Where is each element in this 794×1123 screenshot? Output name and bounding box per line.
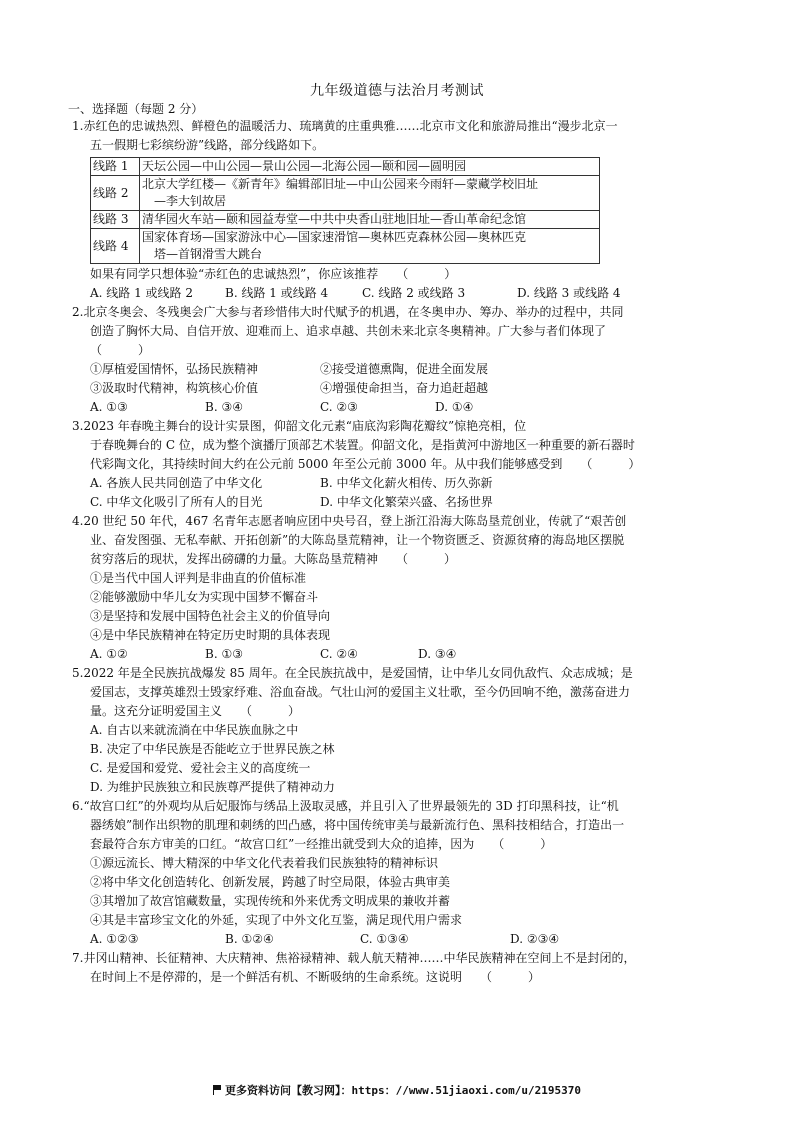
route-stops-line: 国家体育场—国家游泳中心—国家速滑馆—奥林匹克森林公园—奥林匹克 — [142, 230, 527, 244]
route-name: 线路 1 — [91, 158, 140, 176]
options-row — [72, 474, 732, 493]
table-row — [91, 229, 600, 264]
statements-row — [72, 379, 732, 398]
statement-1: ①源远流长、博大精深的中华文化代表着我们民族独特的精神标识 — [90, 856, 439, 870]
option-d: D. ③④ — [418, 647, 457, 661]
statement-4: ④增强使命担当，奋力追赶超越 — [320, 381, 489, 395]
question-stem: 爱国志，支撑英雄烈士毁家纾难、浴血奋战。气壮山河的爱国主义壮歌，至今仍回响不绝，激荡奋进力 — [90, 685, 631, 699]
option-b: B. 线路 1 或线路 4 — [225, 286, 329, 300]
option-a: A. ①③ — [90, 400, 128, 414]
statement-3: ③其增加了故宫馆藏数量，实现传统和外来优秀文明成果的兼收并蓄 — [90, 894, 451, 908]
table-row — [91, 158, 600, 176]
statement-3: ③是坚持和发展中国特色社会主义的价值导向 — [90, 609, 331, 623]
option-a: A. 线路 1 或线路 2 — [90, 286, 194, 300]
option-b: B. ①③ — [205, 647, 243, 661]
answer-blank: （ ） — [90, 343, 151, 357]
route-stops — [140, 211, 600, 229]
route-stops-line: 天坛公园—中山公园—景山公园—北海公园—颐和园—圆明园 — [142, 159, 467, 173]
options-row — [72, 284, 732, 303]
question-stem: 创造了胸怀大局、自信开放、迎难而上、追求卓越、共创未来北京冬奥精神。广大参与者们体现了 — [90, 324, 607, 338]
option-d: D. 中华文化繁荣兴盛、名扬世界 — [320, 495, 493, 509]
question-6 — [72, 797, 732, 949]
page-title: 九年级道德与法治月考测试 — [310, 83, 484, 99]
statements-row — [72, 360, 732, 379]
question-stem: 于春晚舞台的 C 位，成为整个演播厅顶部艺术装置。仰韶文化，是指黄河中游地区一种重要的新石器时 — [90, 438, 635, 452]
option-c: C. 是爱国和爱党、爱社会主义的高度统一 — [90, 761, 311, 775]
question-stem: 业、奋发图强、无私奉献、开拓创新”的大陈岛垦荒精神，让一个物资匮乏、资源贫瘠的海岛地区摆脱 — [90, 533, 625, 547]
question-stem: 1.赤红色的忠诚热烈、鲜橙色的温暖活力、琉璃黄的庄重典雅……北京市文化和旅游局推出“漫步北京一 — [72, 119, 618, 133]
statement-1: ①是当代中国人评判是非曲直的价值标准 — [90, 571, 307, 585]
question-stem: 套最符合东方审美的口红。“故宫口红”一经推出就受到大众的追捧，因为 （ ） — [90, 837, 553, 851]
options-row — [72, 493, 732, 512]
option-c: C. ②③ — [320, 400, 358, 414]
question-1 — [72, 117, 732, 303]
option-d: D. ②③④ — [510, 932, 560, 946]
question-stem: 3.2023 年春晚主舞台的设计实景图，仰韶文化元素“庙底沟彩陶花瓣纹”惊艳亮相，位 — [72, 419, 527, 433]
question-stem: 器绣娘”制作出织物的肌理和刺绣的凹凸感，将中国传统审美与最新流行色、黑科技相结合，打造出一 — [90, 818, 625, 832]
section-heading: 一、选择题（每题 2 分） — [68, 102, 204, 116]
question-4 — [72, 512, 732, 664]
option-c: C. ②④ — [320, 647, 358, 661]
statement-3: ③汲取时代精神，构筑核心价值 — [90, 381, 259, 395]
options-row — [72, 930, 732, 949]
question-stem: 在时间上不是停滞的，是一个鲜活有机、不断吸纳的生命系统。这说明 （ ） — [90, 970, 541, 984]
table-row — [91, 211, 600, 229]
question-2 — [72, 303, 732, 417]
statement-4: ④是中华民族精神在特定历史时期的具体表现 — [90, 628, 331, 642]
question-stem: 贫穷落后的现状，发挥出磅礴的力量。大陈岛垦荒精神 （ ） — [90, 552, 457, 566]
question-stem: 4.20 世纪 50 年代，467 名青年志愿者响应团中央号召，登上浙江沿海大陈岛垦荒创业，传就了“艰苦创 — [72, 514, 627, 528]
options-row — [72, 645, 732, 664]
flag-icon — [213, 1085, 222, 1095]
option-a: A. ①② — [90, 647, 128, 661]
route-stops-line: 塔—首钢滑雪大跳台 — [154, 247, 263, 261]
route-stops-line: —李大钊故居 — [154, 194, 227, 208]
question-stem: 五一假期七彩缤纷游”线路，部分线路如下。 — [90, 138, 325, 152]
route-stops — [140, 176, 600, 211]
option-a: A. 各族人民共同创造了中华文化 — [90, 476, 263, 490]
option-d: D. 为维护民族独立和民族尊严提供了精神动力 — [90, 780, 335, 794]
question-5 — [72, 664, 732, 797]
question-stem: 2.北京冬奥会、冬残奥会广大参与者珍惜伟大时代赋予的机遇，在冬奥申办、筹办、举办的过程中，共同 — [72, 305, 624, 319]
footer-text[interactable]: 更多资料访问【教习网】：https：//www.51jiaoxi.com/u/2195370 — [224, 1084, 582, 1097]
question-stem: 代彩陶文化，其持续时间大约在公元前 5000 年至公元前 3000 年。从中我们能够感受到 （ ） — [90, 457, 641, 471]
statement-2: ②能够激励中华儿女为实现中国梦不懈奋斗 — [90, 590, 319, 604]
statement-2: ②接受道德熏陶，促进全面发展 — [320, 362, 489, 376]
route-name: 线路 3 — [91, 211, 140, 229]
option-d: D. 线路 3 或线路 4 — [517, 286, 621, 300]
route-name: 线路 2 — [91, 176, 140, 211]
question-stem: 5.2022 年是全民族抗战爆发 85 周年。在全民族抗战中，是爱国情，让中华儿女同仇敌忾、众志成城；是 — [72, 666, 633, 680]
routes-table — [90, 157, 600, 264]
options-row — [72, 398, 732, 417]
route-stops — [140, 158, 600, 176]
statement-2: ②将中华文化创造转化、创新发展，跨越了时空局限，体验古典审美 — [90, 875, 451, 889]
question-list — [72, 117, 732, 987]
option-d: D. ①④ — [435, 400, 474, 414]
option-c: C. 线路 2 或线路 3 — [362, 286, 466, 300]
question-7 — [72, 949, 732, 987]
option-b: B. ③④ — [205, 400, 243, 414]
route-stops-line: 北京大学红楼—《新青年》编辑部旧址—中山公园来今雨轩—蒙藏学校旧址 — [142, 177, 539, 191]
table-row — [91, 176, 600, 211]
option-b: B. 决定了中华民族是否能屹立于世界民族之林 — [90, 742, 335, 756]
option-b: B. 中华文化薪火相传、历久弥新 — [320, 476, 493, 490]
option-c: C. ①③④ — [360, 932, 409, 946]
question-stem: 如果有同学只想体验“赤红色的忠诚热烈”，你应该推荐 （ ） — [90, 267, 457, 281]
route-stops-line: 清华园火车站—颐和园益寿堂—中共中央香山驻地旧址—香山革命纪念馆 — [142, 212, 527, 226]
question-stem: 量。这充分证明爱国主义 （ ） — [90, 704, 301, 718]
question-stem: 6.“故宫口红”的外观均从后妃服饰与绣品上汲取灵感，并且引入了世界最领先的 3D 打印黑科技，让“机 — [72, 799, 619, 813]
statement-4: ④其是丰富珍宝文化的外延，实现了中外文化互鉴，满足现代用户需求 — [90, 913, 463, 927]
question-stem: 7.井冈山精神、长征精神、大庆精神、焦裕禄精神、载人航天精神……中华民族精神在空间上不是封闭的， — [72, 951, 636, 965]
option-a: A. 自古以来就流淌在中华民族血脉之中 — [90, 723, 299, 737]
option-c: C. 中华文化吸引了所有人的目光 — [90, 495, 263, 509]
option-b: B. ①②④ — [225, 932, 274, 946]
footer-link[interactable] — [0, 1082, 794, 1098]
statement-1: ①厚植爱国情怀，弘扬民族精神 — [90, 362, 259, 376]
route-name: 线路 4 — [91, 229, 140, 264]
question-3 — [72, 417, 732, 512]
option-a: A. ①②③ — [90, 932, 139, 946]
route-stops — [140, 229, 600, 264]
